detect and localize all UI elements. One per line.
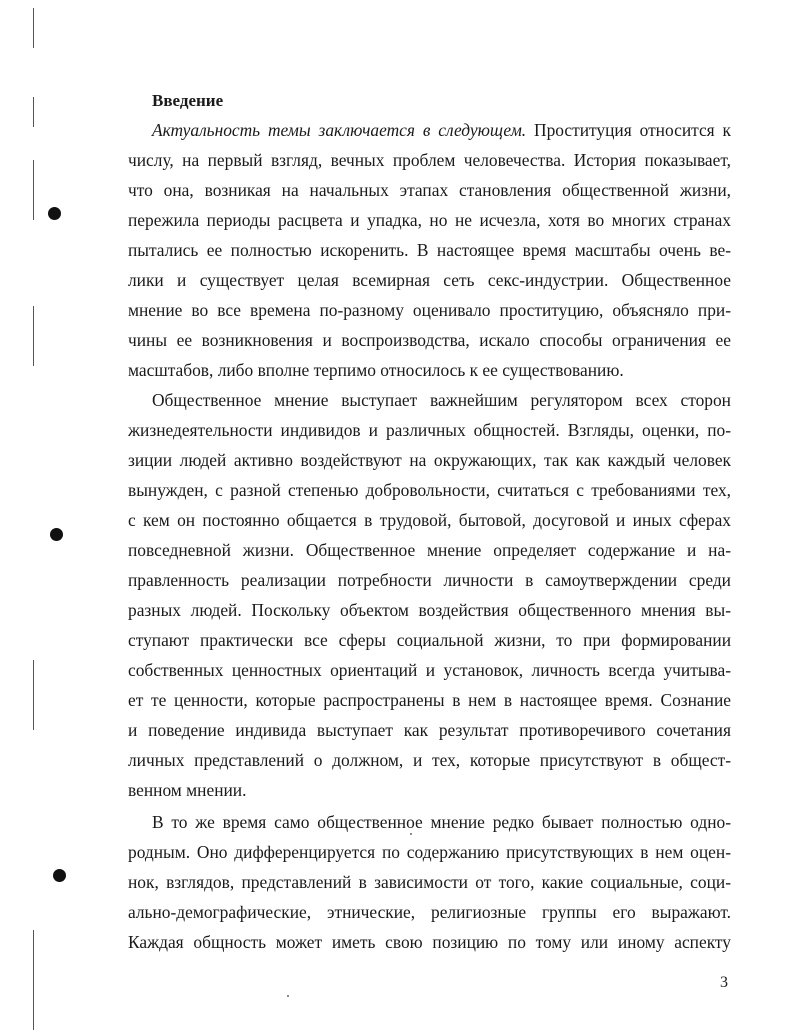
text-line: В то же время само общественное мнение редко бывает полностью одно-: [152, 812, 731, 832]
text-line: пережила периоды расцвета и упадка, но не исчезла, хотя во многих странах: [128, 210, 731, 230]
text-line: зиции людей активно воздействуют на окружающих, так как каждый человек: [128, 450, 731, 470]
punch-hole-mark: [53, 869, 66, 882]
text-line: что она, возникая на начальных этапах становления общественной жизни,: [128, 180, 731, 200]
text-line: мнение во все времена по-разному оценивало проституцию, объясняло при-: [128, 300, 731, 320]
text-line: лики и существует целая всемирная сеть секс-индустрии. Общественное: [128, 270, 731, 290]
scan-edge-line: [33, 8, 34, 48]
text-line: ально-демографические, этнические, религиозные группы его выражают.: [128, 902, 731, 922]
text-line: Общественное мнение выступает важнейшим регулятором всех сторон: [152, 390, 731, 410]
scan-edge-line: [33, 660, 34, 730]
text-line: масштабов, либо вполне терпимо относилось к ее существованию.: [128, 360, 624, 380]
text-line: Каждая общность может иметь свою позицию по тому или иному аспекту: [128, 932, 731, 952]
text-line: повседневной жизни. Общественное мнение определяет содержание и на-: [128, 540, 731, 560]
scan-edge-line: [33, 306, 34, 366]
scan-speck: [410, 833, 412, 835]
text-line: чины ее возникновения и воспроизводства, искало способы ограничения ее: [128, 330, 731, 350]
text-line: жизнедеятельности индивидов и различных общностей. Взгляды, оценки, по-: [128, 420, 731, 440]
text-line: числу, на первый взгляд, вечных проблем человечества. История показывает,: [128, 150, 731, 170]
scan-speck: [287, 995, 289, 997]
text-line: разных людей. Поскольку объектом воздействия общественного мнения вы-: [128, 600, 731, 620]
text-line: вынужден, с разной степенью добровольности, считаться с требованиями тех,: [128, 480, 731, 500]
text-line: собственных ценностных ориентаций и установок, личность всегда учитыва-: [128, 660, 731, 680]
punch-hole-mark: [48, 207, 61, 220]
section-heading: Введение: [152, 91, 224, 110]
italic-lead: Актуальность темы заключается в следующем.: [152, 120, 527, 140]
text-line: венном мнении.: [128, 780, 247, 800]
text-line: с кем он постоянно общается в трудовой, бытовой, досуговой и иных сферах: [128, 510, 731, 530]
scan-edge-line: [33, 160, 34, 220]
text-line: личных представлений о должном, и тех, которые присутствуют в общест-: [128, 750, 731, 770]
text-line: ступают практически все сферы социальной жизни, то при формировании: [128, 630, 731, 650]
text-line: правленность реализации потребности личности в самоутверждении среди: [128, 570, 731, 590]
punch-hole-mark: [50, 528, 63, 541]
text-line: родным. Оно дифференцируется по содержанию присутствующих в нем оцен-: [128, 842, 731, 862]
text-line: нок, взглядов, представлений в зависимости от того, какие социальные, соци-: [128, 872, 731, 892]
scan-edge-line: [33, 97, 34, 127]
text-line: и поведение индивида выступает как результат противоречивого сочетания: [128, 720, 731, 740]
scan-edge-line: [33, 930, 34, 1030]
text-line: пытались ее полностью искоренить. В настоящее время масштабы очень ве-: [128, 240, 731, 260]
text-line: Актуальность темы заключается в следующем. Проституция относится к: [152, 120, 731, 140]
text-line: ет те ценности, которые распространены в нем в настоящее время. Сознание: [128, 690, 731, 710]
page-number: 3: [720, 974, 728, 991]
